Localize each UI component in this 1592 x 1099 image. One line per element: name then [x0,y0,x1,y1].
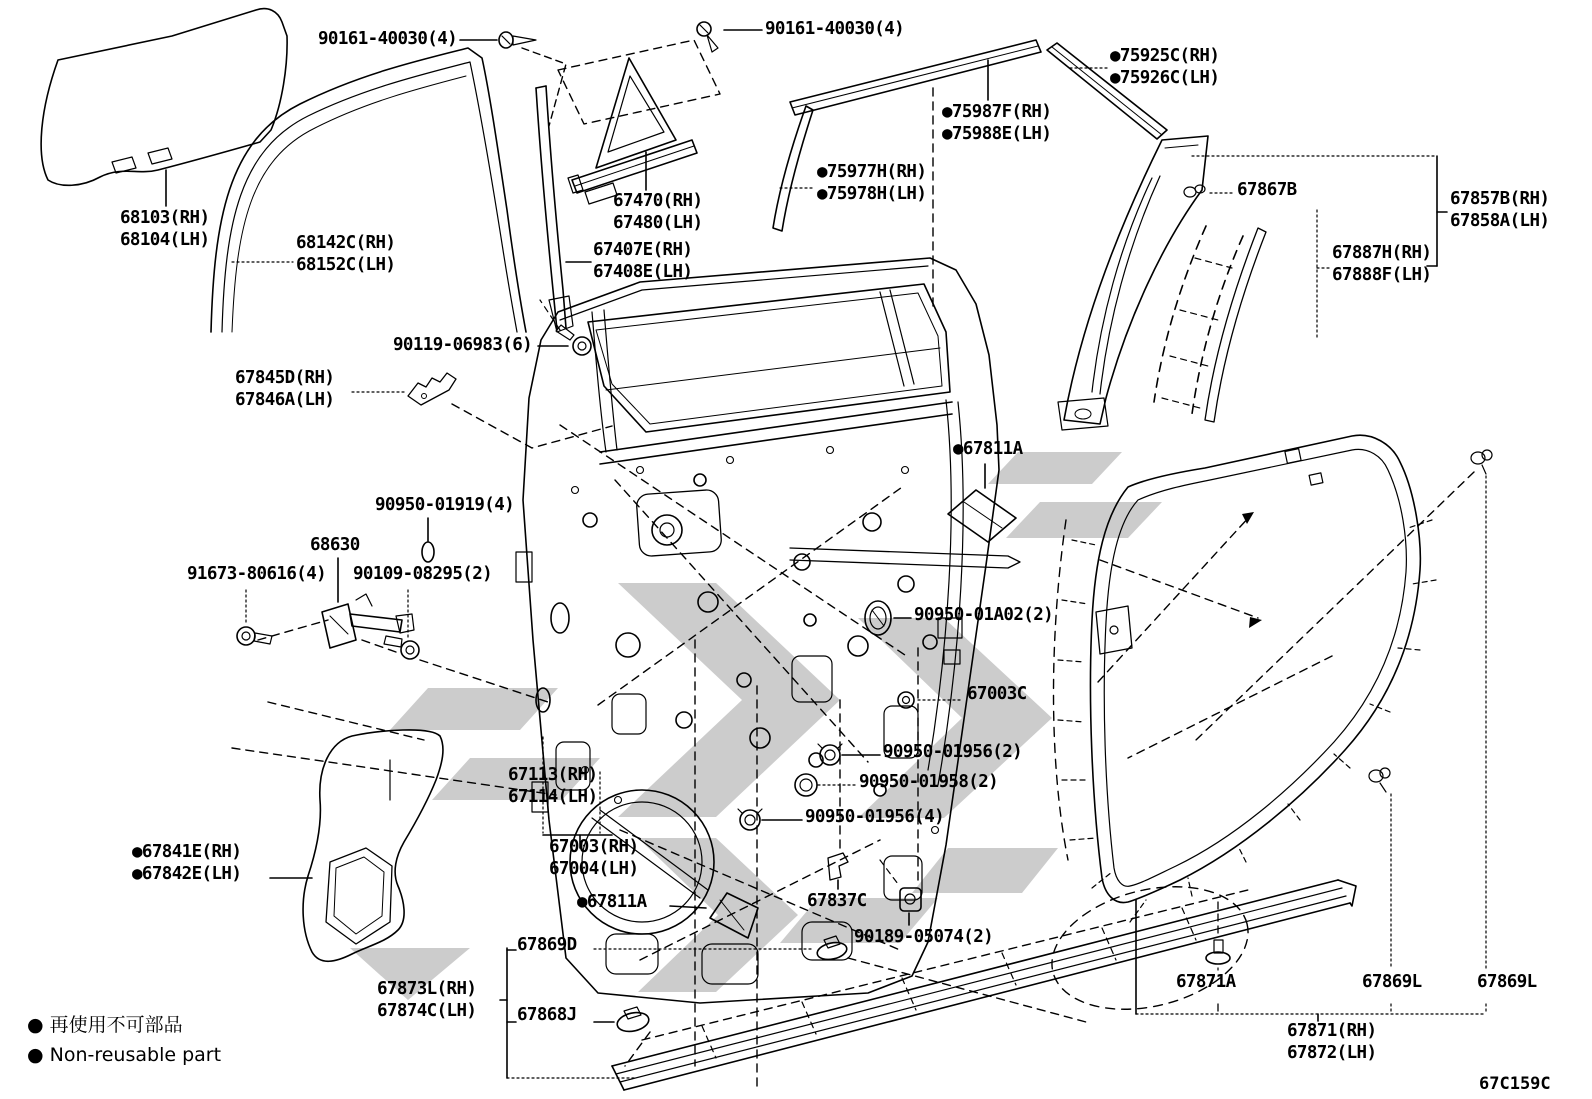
part-label-67470: 67470(RH) 67480(LH) [613,191,703,233]
part-label-67003C: 67003C [967,684,1027,704]
clip-67868J-icon [594,1007,651,1066]
clip-67871A-icon [1206,902,1230,1014]
part-label-67867B: 67867B [1237,180,1297,200]
part-label-67003: 67003(RH) 67004(LH) [549,837,639,879]
watermark-logo [350,452,1162,1000]
part-label-67811A-lower: ●67811A [577,892,647,912]
quarter-window-frame-drawing [568,58,697,204]
part-label-67869D: 67869D [517,935,577,955]
grommet-01919-icon [422,518,434,562]
part-label-67845D: 67845D(RH) 67846A(LH) [235,368,335,410]
part-label-67873L: 67873L(RH) 67874C(LH) [377,979,477,1021]
part-label-68630: 68630 [310,535,360,555]
service-hole-cover-drawing [270,730,443,961]
part-label-90950-01919: 90950-01919(4) [375,495,515,515]
part-label-67871A: 67871A [1176,972,1236,992]
screw-icon-left [460,32,566,126]
part-label-67841E: ●67841E(RH) ●67842E(LH) [132,842,242,884]
part-label-90119-06983: 90119-06983(6) [393,335,533,355]
part-label-67113: 67113(RH) 67114(LH) [508,765,598,807]
part-label-90189-05074: 90189-05074(2) [854,927,994,947]
grommet-01956-4-icon [738,809,802,830]
part-label-67887H: 67887H(RH) 67888F(LH) [1332,243,1432,285]
part-label-67869L-inner: 67869L [1362,972,1422,992]
glass-run-drawing [211,48,526,332]
part-label-90950-01956-4: 90950-01956(4) [805,807,945,827]
grommet-01956-2-icon [818,744,880,765]
grommet-01958-icon [795,774,856,796]
part-label-67871: 67871(RH) 67872(LH) [1287,1021,1377,1063]
part-label-75925C: ●75925C(RH) ●75926C(LH) [1110,46,1220,88]
part-label-68142C: 68142C(RH) 68152C(LH) [296,233,396,275]
part-label-67407E: 67407E(RH) 67408E(LH) [593,240,693,282]
part-label-75977H: ●75977H(RH) ●75978H(LH) [817,162,927,204]
front-frame-moulding-drawing [773,106,814,231]
clip-67867B-icon [1184,185,1234,197]
part-label-90950-01958: 90950-01958(2) [859,772,999,792]
legend-non-reusable-ja: ● 再使用不可部品 [27,1014,183,1036]
clip-67837C-icon [828,853,848,889]
part-label-67868J: 67868J [517,1005,577,1025]
part-label-90161-40030-a: 90161-40030(4) [318,29,458,49]
part-label-67811A-upper: ●67811A [953,439,1023,459]
part-label-91673-80616: 91673-80616(4) [187,564,327,584]
part-label-90950-01956-2: 90950-01956(2) [883,742,1023,762]
screw-icon-right [558,22,762,124]
part-label-90161-40030-b: 90161-40030(4) [765,19,905,39]
legend-non-reusable-en: ● Non-reusable part [27,1044,222,1066]
part-label-90950-01A02: 90950-01A02(2) [914,605,1054,625]
part-label-75987F: ●75987F(RH) ●75988E(LH) [942,102,1052,144]
door-glass-drawing [41,9,287,206]
figure-code: 67C159C [1479,1074,1551,1094]
part-label-90109-08295: 90109-08295(2) [353,564,493,584]
check-bracket-67845D-icon [352,373,612,448]
part-label-68103: 68103(RH) 68104(LH) [120,208,210,250]
part-label-67837C: 67837C [807,891,867,911]
clip-67869L-outer-icon [1471,450,1492,1014]
part-label-67869L-outer: 67869L [1477,972,1537,992]
part-label-67857B: 67857B(RH) 67858A(LH) [1450,189,1550,231]
